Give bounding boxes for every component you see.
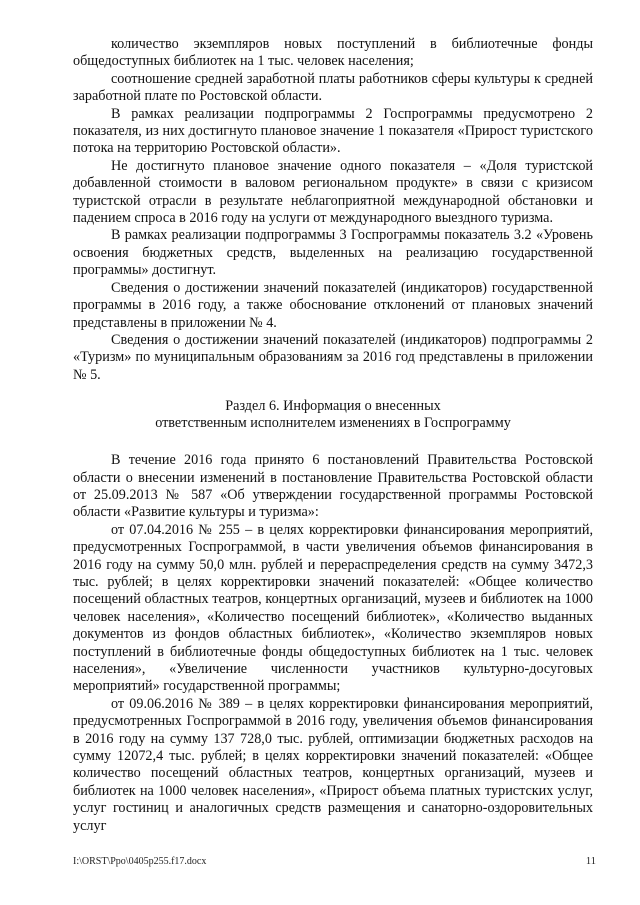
paragraph: количество экземпляров новых поступлений в библиотечные фонды общедоступных библиотек на 1 тыс. человек населения; xyxy=(73,36,593,70)
section-heading xyxy=(73,398,593,432)
paragraph: соотношение средней заработной платы работников сферы культуры к средней заработной плате по Ростовской области. xyxy=(73,70,593,105)
section-paragraph: от 07.04.2016 № 255 – в целях корректировки финансирования мероприятий, предусмотренных Госпрограммой, в части увеличения объемов финансирования в 2016 году на сумму 50,0 млн. рублей и перераспределения средств на сумму 3472,3 тыс. рублей; в целях корректировки значений показателей: «Общее количество посещений областных театров, концертных организаций, музеев и библиотек на 1000 человек населения», «Количество посещений библиотек», «Количество выданных документов из фондов областных библиотек», «Количество экземпляров новых поступлений в библиотечные фонды общедоступных библиотек на 1 тыс. человек населения», «Увеличение численности участников культурно-досуговых мероприятий» государственной программы; xyxy=(73,521,593,695)
page-number: 11 xyxy=(585,856,596,867)
paragraph: Не достигнуто плановое значение одного показателя – «Доля туристской добавленной стоимости в валовом региональном продукте» в связи с кризисом туристской отрасли в результате неблагоприятной международной обстановки и падением спроса в 2016 году на услуги от международного выездного туризма. xyxy=(73,157,593,227)
section-paragraph: В течение 2016 года принято 6 постановлений Правительства Ростовской области о внесении изменений в постановление Правительства Ростовской области от 25.09.2013 № 587 «Об утверждении государственной программы Ростовской области «Развитие культуры и туризма»: xyxy=(73,452,593,521)
document-body xyxy=(73,36,593,835)
paragraph: В рамках реализации подпрограммы 2 Госпрограммы предусмотрено 2 показателя, из них достигнуто плановое значение 1 показателя «Прирост туристского потока на территорию Ростовской области». xyxy=(73,105,593,157)
section-heading-line: Раздел 6. Информация о внесенных xyxy=(225,398,441,415)
footer-file-path: I:\ORST\Ppo\0405p255.f17.docx xyxy=(73,856,207,867)
section-paragraph: от 09.06.2016 № 389 – в целях корректировки финансирования мероприятий, предусмотренных Госпрограммой в 2016 году, увеличения объемов финансирования в 2016 году на сумму 137 728,0 тыс. рублей, оптимизации бюджетных расходов на сумму 12072,4 тыс. рублей; в целях корректировки значений показателей: «Общее количество посещений областных театров, концертных организаций, музеев и библиотек на 1000 человек населения», «Прирост объема платных туристских услуг, услуг гостиниц и аналогичных средств размещения и санаторно-оздоровительных услуг xyxy=(73,695,593,834)
paragraph: Сведения о достижении значений показателей (индикаторов) подпрограммы 2 «Туризм» по муниципальным образованиям за 2016 год представлены в приложении № 5. xyxy=(73,331,593,383)
section-heading-line: ответственным исполнителем изменениях в Госпрограмму xyxy=(155,415,511,432)
paragraph: В рамках реализации подпрограммы 3 Госпрограммы показатель 3.2 «Уровень освоения бюджетных средств, выделенных на реализацию государственной программы» достигнут. xyxy=(73,227,593,279)
paragraph: Сведения о достижении значений показателей (индикаторов) государственной программы в 2016 году, а также обоснование отклонений от плановых значений представлены в приложении № 4. xyxy=(73,279,593,331)
